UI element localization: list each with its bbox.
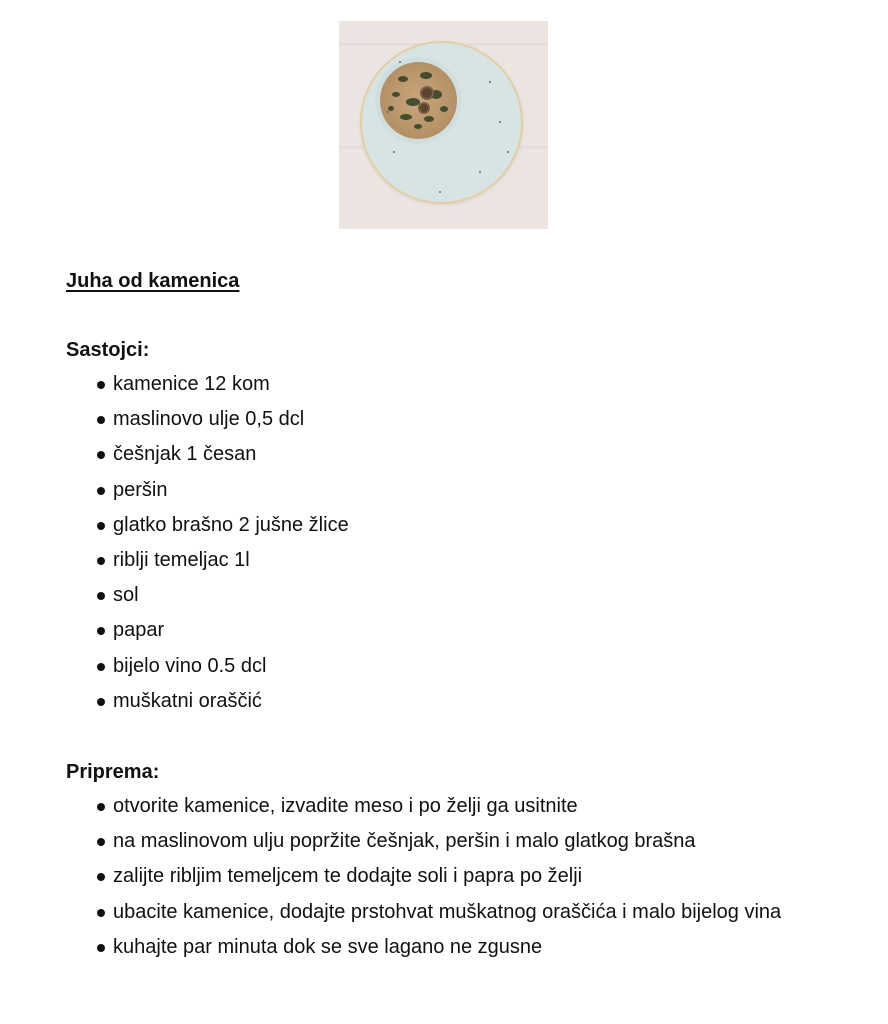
mushroom: [420, 86, 434, 100]
ingredient-item: glatko brašno 2 jušne žlice: [113, 513, 349, 536]
recipe-title: Juha od kamenica: [66, 270, 240, 292]
step-item: na maslinovom ulju popržite češnjak, peršin i malo glatkog brašna: [113, 830, 696, 853]
ingredient-item: papar: [113, 619, 165, 642]
ingredient-item: maslinovo ulje 0,5 dcl: [113, 408, 305, 431]
soup-photo: [339, 21, 548, 229]
ingredients-list: [96, 367, 349, 719]
mushroom: [418, 102, 430, 114]
step-item: zalijte ribljim temeljcem te dodajte soli i papra po želji: [113, 865, 583, 888]
step-item: otvorite kamenice, izvadite meso i po želji ga usitnite: [113, 795, 578, 817]
step-item: ubacite kamenice, dodajte prstohvat muškatnog oraščića i malo bijelog vina: [113, 900, 782, 923]
ingredient-item: kamenice 12 kom: [113, 373, 270, 395]
ingredients-heading: Sastojci:: [66, 339, 150, 361]
step-item: kuhajte par minuta dok se sve lagano ne zgusne: [113, 935, 543, 958]
ingredient-item: peršin: [113, 478, 168, 501]
soup: [380, 62, 457, 139]
ingredient-item: muškatni oraščić: [113, 689, 262, 712]
ingredient-item: bijelo vino 0.5 dcl: [113, 654, 267, 677]
preparation-steps-list: [96, 789, 781, 965]
ingredient-item: češnjak 1 česan: [113, 443, 257, 466]
ingredient-item: sol: [113, 584, 139, 607]
preparation-heading: Priprema:: [66, 761, 160, 783]
ingredient-item: riblji temeljac 1l: [113, 549, 250, 572]
